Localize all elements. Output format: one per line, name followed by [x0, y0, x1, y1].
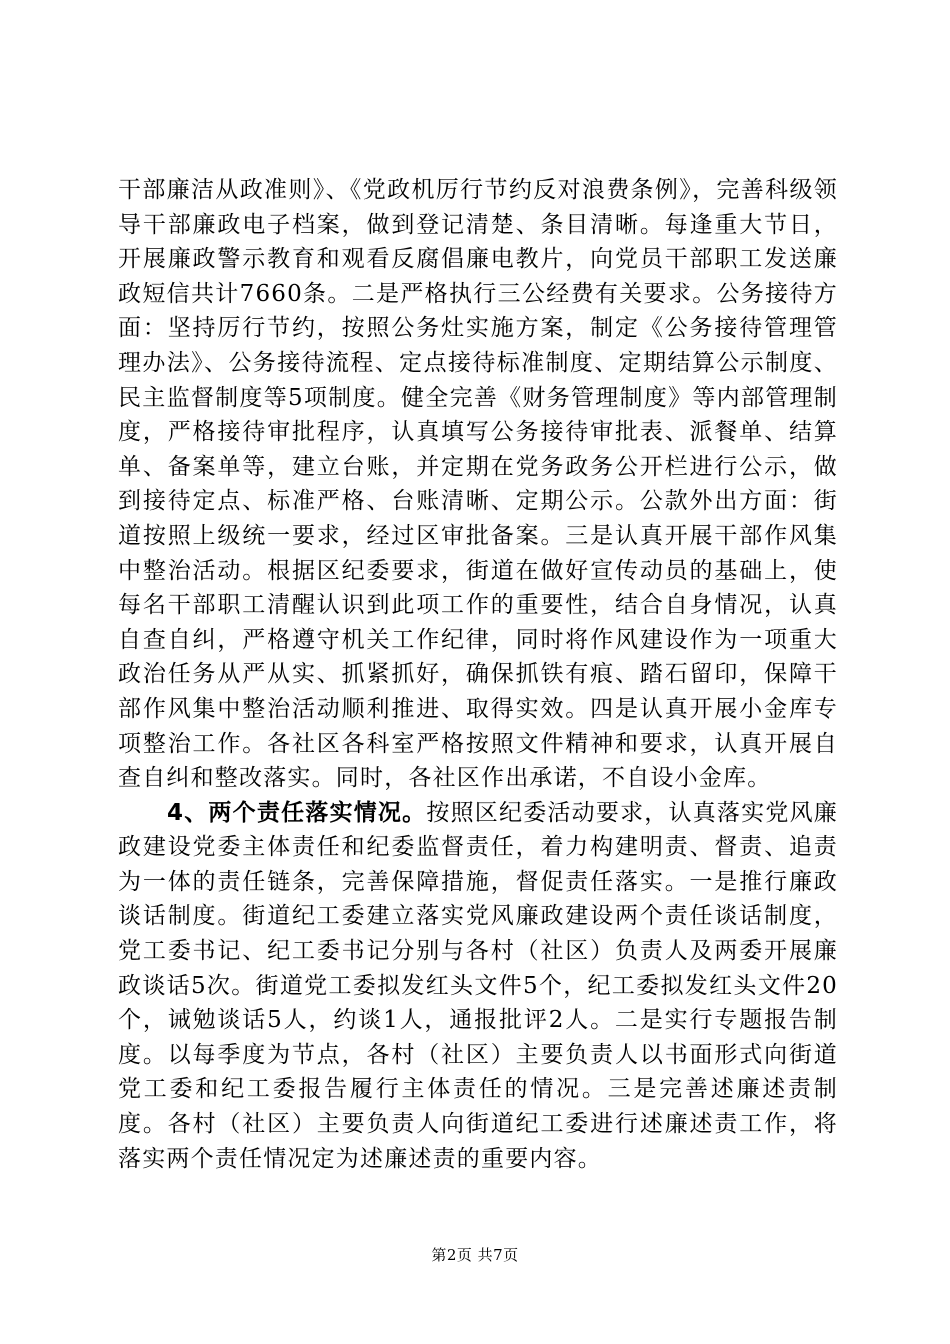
paragraph-body: 按照区纪委活动要求，认真落实党风廉政建设党委主体责任和纪委监督责任，着力构建明责、督责、追责为一体的责任链条，完善保障措施，督促责任落实。一是推行廉政谈话制度。街道纪工委建立落实党风廉政建设两个责任谈话制度，党工委书记、纪工委书记分别与各村（社区）负责人及两委开展廉政谈话5次。街道党工委拟发红头文件5个，纪工委拟发红头文件20个，诫勉谈话5人，约谈1人，通报批评2人。二是实行专题报告制度。以每季度为节点，各村（社区）主要负责人以书面形式向街道党工委和纪工委报告履行主体责任的情况。三是完善述廉述责制度。各村（社区）主要负责人向街道纪工委进行述廉述责工作，将落实两个责任情况定为述廉述责的重要内容。 — [118, 799, 838, 1172]
page-number-footer: 第2页 共7页 — [431, 1246, 519, 1264]
section-heading: 4、两个责任落实情况。 — [167, 799, 427, 826]
paragraph-responsibility — [118, 796, 838, 1177]
paragraph-continuation: 干部廉洁从政准则》、《党政机厉行节约反对浪费条例》，完善科级领导干部廉政电子档案，做到登记清楚、条目清晰。每逢重大节日，开展廉政警示教育和观看反腐倡廉电教片，向党员干部职工发送廉政短信共计7660条。二是严格执行三公经费有关要求。公务接待方面：坚持厉行节约，按照公务灶实施方案，制定《公务接待管理管理办法》、公务接待流程、定点接待标准制度、定期结算公示制度、民主监督制度等5项制度。健全完善《财务管理制度》等内部管理制度，严格接待审批程序，认真填写公务接待审批表、派餐单、结算单、备案单等，建立台账，并定期在党务政务公开栏进行公示，做到接待定点、标准严格、台账清晰、定期公示。公款外出方面：街道按照上级统一要求，经过区审批备案。三是认真开展干部作风集中整治活动。根据区纪委要求，街道在做好宣传动员的基础上，使每名干部职工清醒认识到此项工作的重要性，结合自身情况，认真自查自纠，严格遵守机关工作纪律，同时将作风建设作为一项重大政治任务从严从实、抓紧抓好，确保抓铁有痕、踏石留印，保障干部作风集中整治活动顺利推进、取得实效。四是认真开展小金库专项整治工作。各社区各科室严格按照文件精神和要求，认真开展自查自纠和整改落实。同时，各社区作出承诺，不自设小金库。 — [118, 177, 838, 792]
document-body — [118, 173, 838, 1176]
